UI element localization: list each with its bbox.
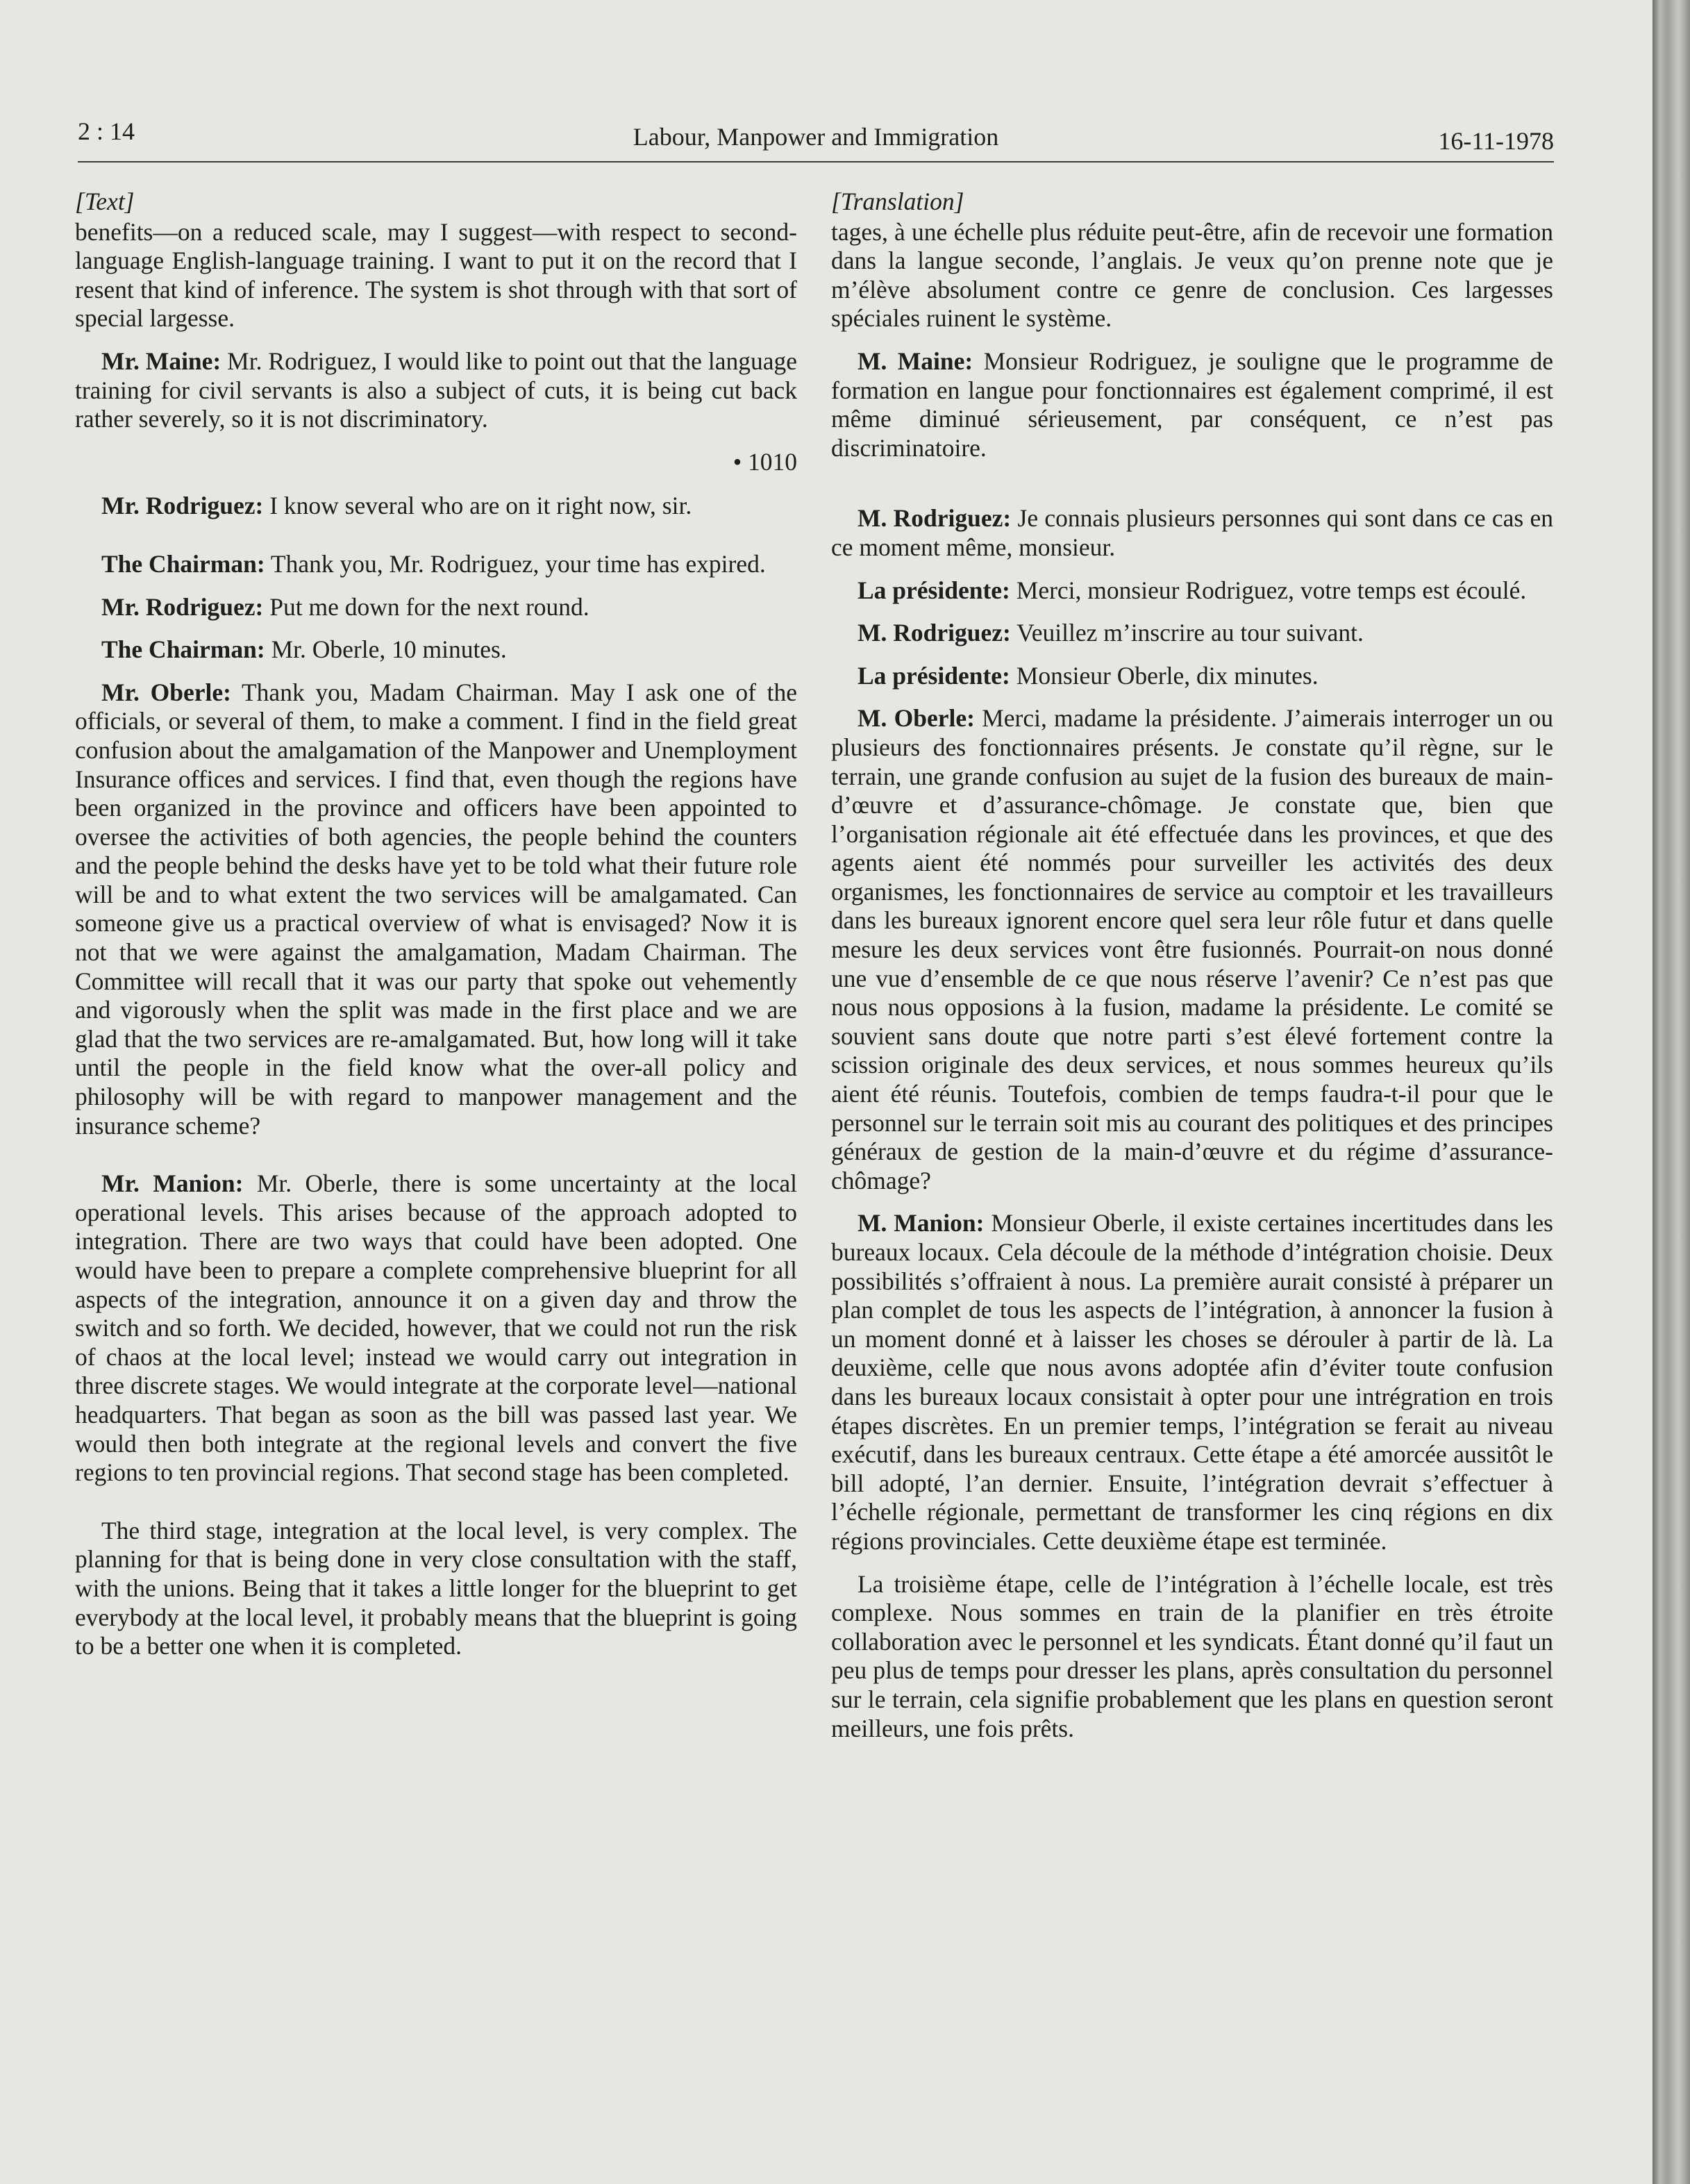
page-edge (1653, 0, 1690, 2184)
speaker-name: M. Oberle: (857, 704, 975, 733)
speech-text: Mr. Oberle, 10 minutes. (265, 635, 507, 664)
speaker-name: Mr. Oberle: (101, 678, 231, 706)
page-number: 2 : 14 (78, 117, 135, 145)
speaker-name: Mr. Rodriguez: (101, 592, 264, 621)
spacer (75, 535, 797, 550)
speech-text: Thank you, Mr. Rodriguez, your time has expired. (265, 549, 766, 578)
speaker-name: Mr. Maine: (101, 347, 221, 375)
header-rule (78, 161, 1554, 162)
speech-text: Monsieur Oberle, il existe certaines incertitudes dans les bureaux locaux. Cela découle de la méthode d’intégration choisie. Deux possibilités s’offraient à nous. La première aurait consisté à préparer un plan complet de tous les aspects de l’intégration, à annoncer la fusion à un moment donné et à laisser les choses se dérouler à partir de là. La deuxième, celle que nous avons adoptée afin d’éviter toute confusion dans les bureaux locaux consistait à opter pour une intrégration en trois étapes discrètes. En un premier temps, l’intégration se ferait au niveau exécutif, dans les bureaux centraux. Cette étape a été amorcée aussitôt le bill adopté, l’an dernier. Ensuite, l’intégration devrait s’effectuer à l’échelle régionale, permettant de transformer les cinq régions en dix régions provinciales. Cette deuxième étape est terminée. (831, 1209, 1553, 1555)
column-label: [Text] (75, 187, 135, 215)
speech-text: Merci, madame la présidente. J’aimerais interroger un ou plusieurs des fonctionnaires présents. Je constate qu’il règne, sur le terrain, une grande confusion au sujet de la fusion des bureaux de main-d’œuvre et d’assurance-chômage. Je constate que, bien que l’organisation régionale ait été effectuée dans les provinces, et que des agents aient été nommés pour surveiller les activités des deux organismes, les fonctionnaires de service au comptoir et les travailleurs dans les bureaux ignorent encore quel sera leur rôle futur et dans quelle mesure les deux services vont être fusionnés. Pourrait-on nous donné une vue d’ensemble de ce que nous réserve l’avenir? Ce n’est pas que nous nous opposions à la fusion, madame la présidente. Le comité se souvient sans doute que notre parti s’est élevé fortement contre la scission originale des deux services, et nous sommes heureux qu’ils aient été réunis. Toutefois, combien de temps faudra-t-il pour que le personnel sur le terrain soit mis au courant des politiques et des principes généraux de gestion de la main-d’œuvre et du régime d’assurance-chômage? (831, 704, 1553, 1194)
speech-text: Monsieur Rodriguez, je souligne que le programme de formation en langue pour fonctionnaires est également comprimé, il est même diminué sérieusement, par conséquent, ce n’est pas discriminatoire. (831, 347, 1553, 462)
speech-text: Merci, monsieur Rodriguez, votre temps est écoulé. (1010, 576, 1527, 604)
paragraph-oberle (831, 704, 1553, 1195)
paragraph-third-stage: The third stage, integration at the local level, is very complex. The planning for that is being done in very close consultation with the staff, with the unions. Being that it takes a little longer for the blueprint to get everybody at the local level, it probably means that the blueprint is going to be a better one when it is completed. (75, 1516, 797, 1660)
paragraph-rodriguez (75, 593, 797, 622)
paragraph-manion (831, 1209, 1553, 1556)
paragraph-maine (831, 347, 1553, 462)
paragraph-chairman (75, 635, 797, 665)
paragraph-continued: tages, à une échelle plus réduite peut-être, afin de recevoir une formation dans la langue seconde, l’anglais. Je veux qu’on prenne note que je m’élève absolument contre ce genre de conclusion. Ces largesses spéciales ruinent le système. (831, 217, 1553, 333)
time-marker: • 1010 (733, 447, 797, 476)
speech-text: Thank you, Madam Chairman. May I ask one of the officials, or several of them, to make a comment. I find in the field great confusion about the amalgamation of the Manpower and Unemployment Insurance offices and services. I find that, even though the regions have been organized in the province and officers have been appointed to oversee the activities of both agencies, the people behind the counters and the people behind the desks have yet to be told what their future role will be and to what extent the two services will be amalgamated. Can someone give us a practical overview of what is envisaged? Now it is not that we were against the amalgamation, Madam Chairman. The Committee will recall that it was our party that spoke out vehemently and vigorously when the split was made in the first place and we are glad that the two services are re-amalgamated. But, how long will it take until the people in the field know what the over-all policy and philosophy will be with regard to manpower management and the insurance scheme? (75, 678, 797, 1140)
paragraph-chairman (831, 662, 1553, 691)
speaker-name: The Chairman: (101, 549, 265, 578)
paragraph-chairman (831, 576, 1553, 606)
speaker-name: La présidente: (857, 576, 1010, 604)
paragraph-maine (75, 347, 797, 434)
speaker-name: The Chairman: (101, 635, 265, 664)
page-title: Labour, Manpower and Immigration (633, 123, 999, 151)
paragraph-continued: benefits—on a reduced scale, may I suggest—with respect to second-language English-language training. I want to put it on the record that I resent that kind of inference. The system is shot through with that sort of special largesse. (75, 217, 797, 333)
paragraph-oberle (75, 678, 797, 1141)
paragraph-rodriguez (75, 492, 797, 521)
speech-text: Mr. Oberle, there is some uncertainty at the local operational levels. This arises because of the approach adopted to integration. There are two ways that could have been adopted. One would have been to prepare a complete comprehensive blueprint for all aspects of the integration, announce it on a given day and throw the switch and so forth. We decided, however, that we could not run the risk of chaos at the local level; instead we would carry out integration in three discrete stages. We would integrate at the corporate level—national headquarters. That began as soon as the bill was passed last year. We would then both integrate at the regional levels and convert the five regions to ten provincial regions. That second stage has been completed. (75, 1169, 797, 1487)
spacer (75, 1154, 797, 1169)
paragraph-rodriguez (831, 504, 1553, 562)
speech-text: Monsieur Oberle, dix minutes. (1010, 661, 1319, 690)
speech-text: Put me down for the next round. (263, 592, 589, 621)
speaker-name: Mr. Manion: (101, 1169, 244, 1198)
speaker-name: M. Maine: (857, 347, 973, 375)
column-label: [Translation] (831, 187, 964, 215)
speech-text: I know several who are on it right now, sir. (263, 492, 692, 520)
speech-text: Veuillez m’inscrire au tour suivant. (1010, 619, 1364, 647)
paragraph-manion (75, 1169, 797, 1487)
english-column (75, 187, 797, 1675)
spacer (75, 1501, 797, 1517)
speaker-name: Mr. Rodriguez: (101, 492, 264, 520)
french-column (831, 187, 1553, 1757)
page-date: 16-11-1978 (1438, 127, 1554, 155)
paragraph-rodriguez (831, 619, 1553, 648)
spacer (831, 476, 1553, 504)
page-header (78, 111, 1554, 160)
speech-text: Mr. Rodriguez, I would like to point out that the language training for civil servants is also a subject of cuts, it is being cut back rather severely, so it is not discriminatory. (75, 347, 797, 433)
paragraph-chairman (75, 550, 797, 579)
speech-text: Je connais plusieurs personnes qui sont dans ce cas en ce moment même, monsieur. (831, 504, 1554, 561)
speaker-name: M. Rodriguez: (857, 504, 1012, 533)
speaker-name: M. Manion: (857, 1209, 985, 1237)
speaker-name: M. Rodriguez: (857, 619, 1011, 647)
paragraph-third-stage: La troisième étape, celle de l’intégration à l’échelle locale, est très complexe. Nous sommes en train de la planifier en très étroite collaboration avec le personnel et les syndicats. Étant donné qu’il faut un peu plus de temps pour dresser les plans, après consultation du personnel sur le terrain, cela signifie probablement que les plans en question seront meilleurs, une fois prêts. (831, 1569, 1553, 1742)
speaker-name: La présidente: (857, 661, 1010, 690)
